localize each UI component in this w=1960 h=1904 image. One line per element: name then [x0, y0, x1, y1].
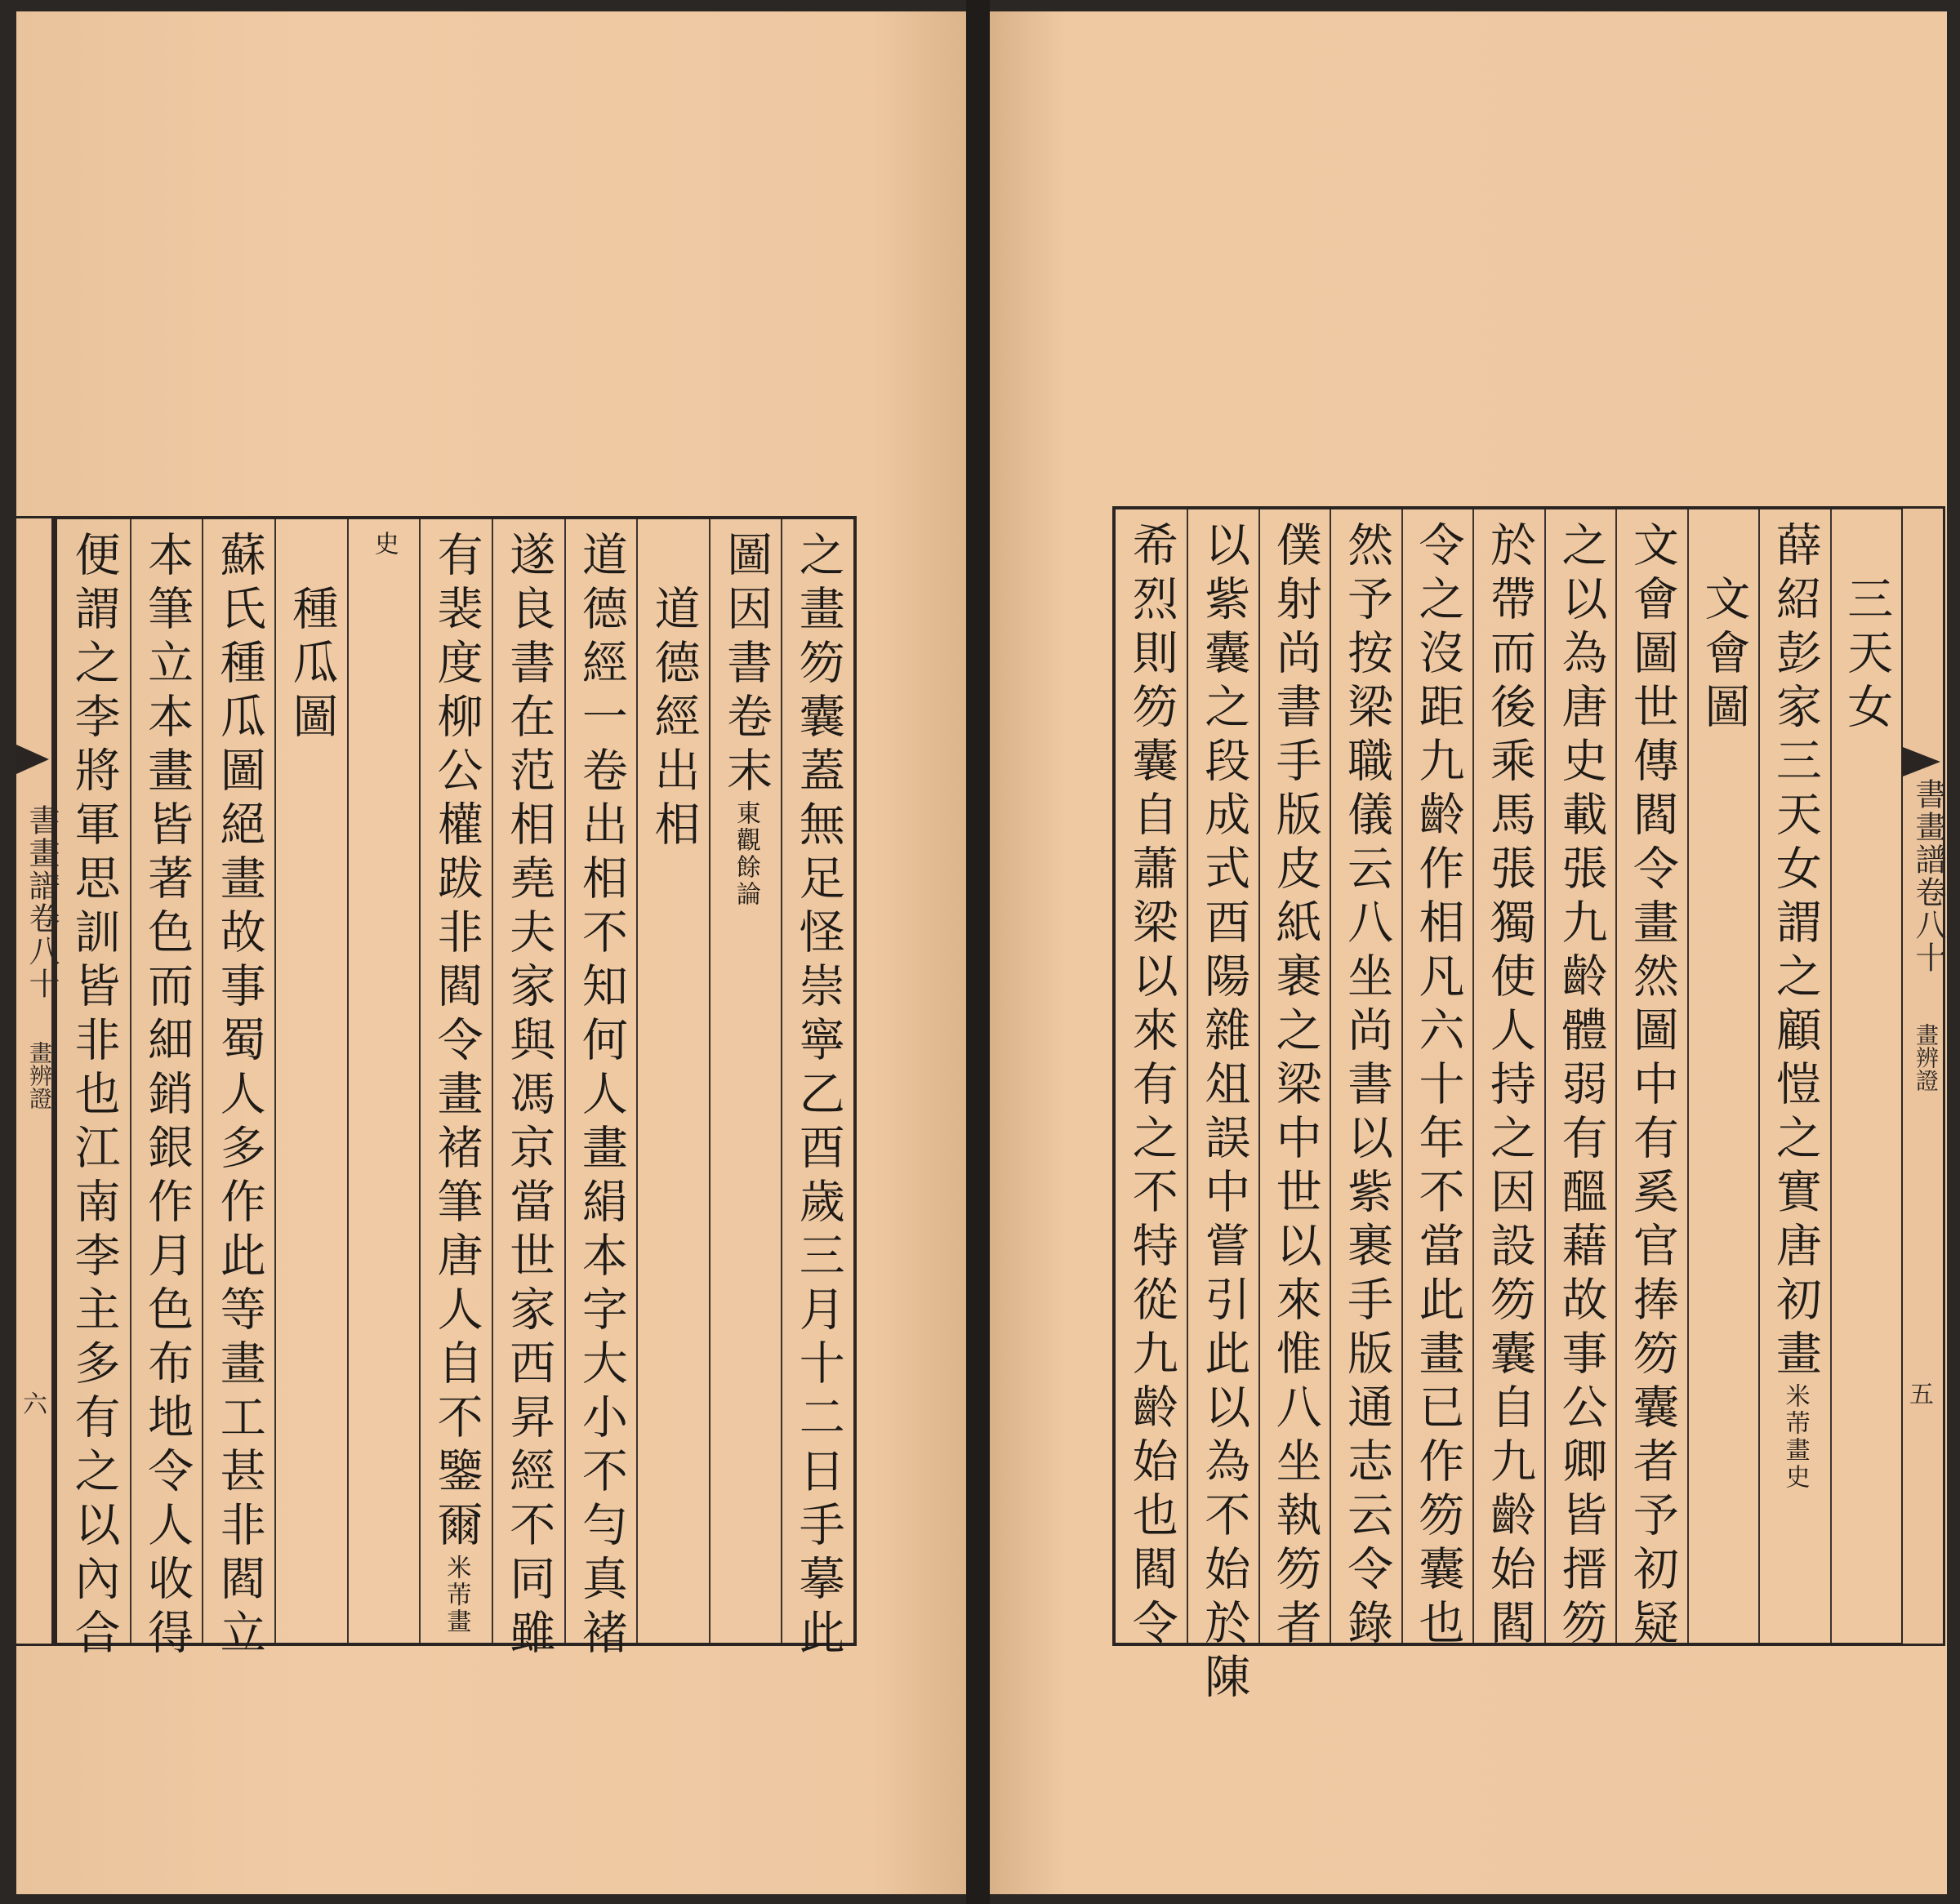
- text-column: [709, 519, 782, 1643]
- column-annotation: 米芾畫: [442, 1555, 471, 1635]
- column-annotation: 東觀餘論: [731, 800, 760, 908]
- text-column: [636, 519, 709, 1643]
- right-page-margin-band: [1903, 506, 1945, 1646]
- left-edge-subtitle: 畫辨證: [26, 1041, 53, 1110]
- column-text: 遂良書在范相堯夫家與馮京當世家西昇經不同雖: [502, 531, 556, 1662]
- book-gutter: [966, 0, 990, 1904]
- column-text: 之以為唐史載張九齡體弱有醞藉故事公卿皆搢笏: [1554, 521, 1608, 1653]
- text-column: [1615, 509, 1686, 1653]
- text-column: [1758, 509, 1829, 1643]
- column-text: 僕射尚書手版皮紙裹之梁中世以來惟八坐執笏者: [1268, 521, 1322, 1653]
- column-text: 圖因書卷末: [719, 531, 773, 800]
- left-edge-page-number: 六: [23, 1390, 47, 1419]
- column-text: 本筆立本畫皆著色而細銷銀作月色布地令人收得: [140, 531, 194, 1662]
- text-column: [274, 519, 347, 1643]
- column-text: 令之沒距九齡作相凡六十年不當此畫已作笏囊也: [1411, 521, 1465, 1653]
- right-edge-subtitle: 畫辨證: [1913, 1023, 1940, 1092]
- text-column: [1330, 509, 1401, 1653]
- left-fish-tail-mark: [16, 745, 49, 774]
- right-edge-title: 書畫譜卷八十: [1910, 778, 1946, 974]
- left-text-frame: [54, 516, 857, 1662]
- column-text: 便謂之李將軍思訓皆非也江南李主多有之以內合: [67, 531, 121, 1662]
- text-column: [1401, 509, 1472, 1653]
- column-text: 於帶而後乘馬張獨使人持之因設笏囊自九齡始閻: [1483, 521, 1536, 1653]
- right-columns: [1116, 509, 1901, 1706]
- column-annotation: 米芾畫史: [1780, 1383, 1810, 1491]
- text-column: [781, 519, 853, 1662]
- text-column: [492, 519, 564, 1662]
- column-text: 三天女: [1840, 521, 1894, 736]
- text-column: [1258, 509, 1330, 1653]
- column-text: 以紫囊之段成式酉陽雜俎誤中嘗引此以為不始於陳: [1197, 521, 1251, 1706]
- text-column: [1687, 509, 1758, 1643]
- column-text: 道德經出相: [647, 531, 701, 854]
- text-column: [1116, 509, 1187, 1653]
- right-fish-tail-mark: [1903, 747, 1940, 776]
- text-column: [1544, 509, 1615, 1653]
- column-text: 蘇氏種瓜圖絕畫故事蜀人多作此等畫工甚非閻立: [212, 531, 266, 1662]
- column-text: 希烈則笏囊自蕭梁以來有之不特從九齡始也閻令: [1125, 521, 1178, 1653]
- column-text: 有裴度柳公權跋非閻令畫褚筆唐人自不鑒爾: [430, 531, 483, 1555]
- column-text: 然予按梁職儀云八坐尚書以紫裹手版通志云令錄: [1340, 521, 1394, 1653]
- text-column: [347, 519, 420, 1643]
- column-text: 之畫笏囊蓋無足怪崇寧乙酉歲三月十二日手摹此: [791, 531, 845, 1662]
- right-edge-page-number: 五: [1909, 1381, 1934, 1409]
- column-text: 文會圖世傳閻令畫然圖中有奚官捧笏囊者予初疑: [1625, 521, 1679, 1653]
- text-column: [57, 519, 130, 1662]
- right-text-frame: [1112, 506, 1904, 1706]
- column-text: 道德經一卷出相不知何人畫絹本字大小不勻真褚: [574, 531, 628, 1662]
- column-annotation: 史: [369, 531, 399, 558]
- text-column: [1472, 509, 1544, 1653]
- text-column: [202, 519, 274, 1662]
- column-text: 文會圖: [1697, 521, 1751, 736]
- text-column: [419, 519, 492, 1643]
- text-column: [130, 519, 203, 1662]
- left-columns: [57, 519, 853, 1662]
- left-page-margin-band: [16, 516, 60, 1646]
- text-column: [1187, 509, 1258, 1706]
- text-column: [1830, 509, 1901, 1643]
- left-edge-title: 書畫譜卷八十: [24, 804, 60, 1000]
- text-column: [564, 519, 637, 1662]
- column-text: 種瓜圖: [285, 531, 339, 746]
- column-text: 薛紹彭家三天女謂之顧愷之實唐初畫: [1768, 521, 1822, 1383]
